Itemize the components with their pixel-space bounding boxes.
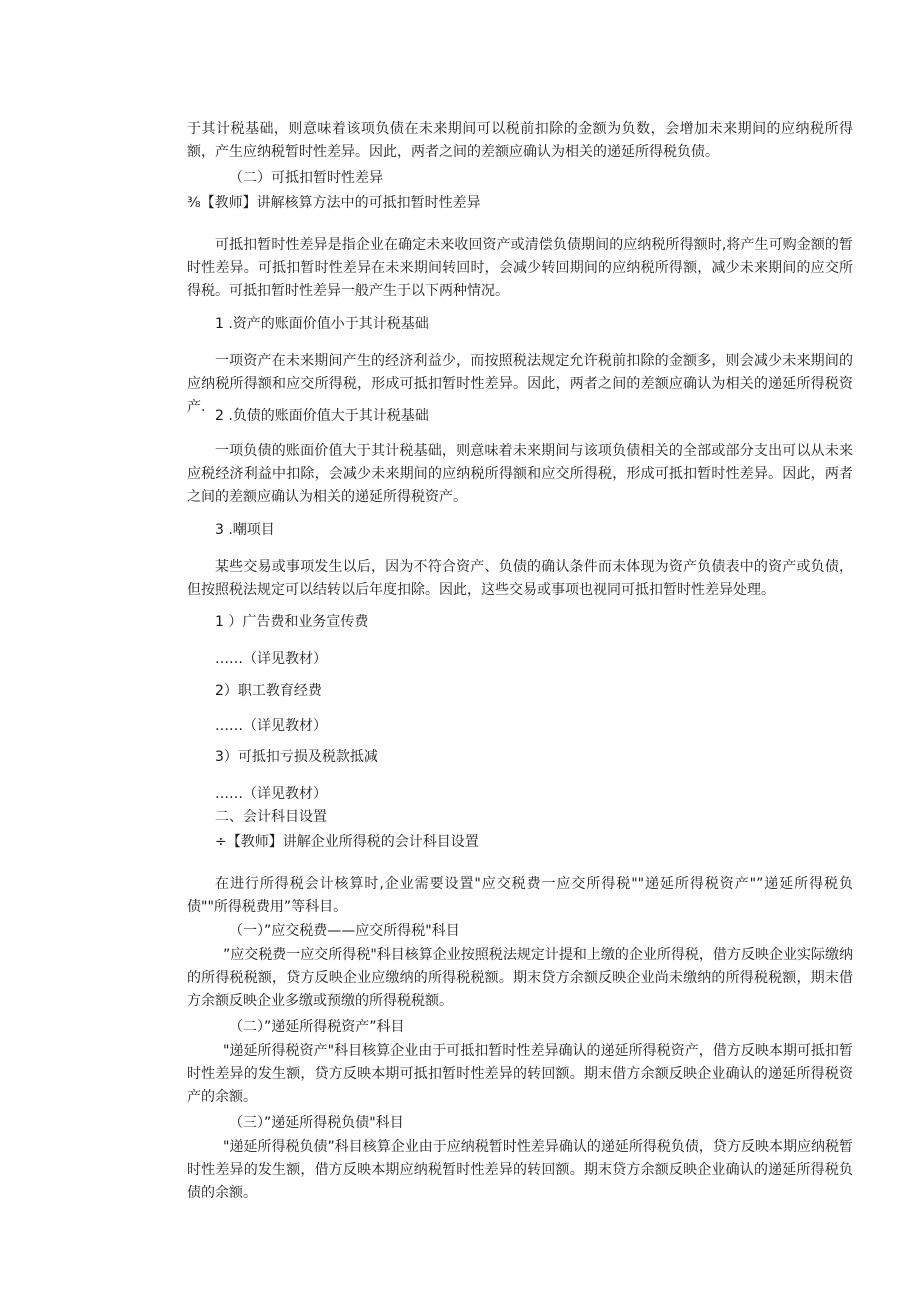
paragraph-deductible-definition: 可抵扣暂时性差异是指企业在确定未来收回资产或清偿负债期间的应纳税所得额时,将产生可购金额的暂时性差异。可抵扣暂时性差异在未来期间转回时，会减少转回期间的应纳税所得额，减少未来期间的应交所得税。可抵扣暂时性差异一般产生于以下两种情况。 — [187, 237, 853, 299]
paragraph-special-items: 某些交易或事项发生以后，因为不符合资产、负债的确认条件而未体现为资产负债表中的资产或负债，但按照税法规定可以结转以后年度扣除。因此，这些交易或事项也视同可抵扣暂时性差异处理。 — [187, 559, 853, 598]
heading-accounting-subjects: 二、会计科目设置 — [215, 809, 327, 825]
heading-deferred-tax-liability-subject: （三）”递延所得税负债"科目 — [229, 1115, 404, 1131]
teacher-note-accounting-subjects: ÷【教师】讲解企业所得税的会计科目设置 — [215, 834, 479, 850]
paragraph-subjects-intro: 在进行所得税会计核算时,企业需要设置"应交税费一应交所得税""递延所得税资产"”递延所得税负债""所得税费用”等科目。 — [187, 876, 853, 915]
subitem-employee-education: 2）职工教育经费 — [215, 683, 322, 699]
paragraph-deferred-tax-asset-subject: "递延所得税资产"科目核算企业由于可抵扣暂时性差异确认的递延所得税资产，借方反映本期可抵扣暂时性差异的发生额，贷方反映本期可抵扣暂时性差异的转回额。期末借方余额反映企业确认的递延所得税资产的余额。 — [187, 1043, 853, 1105]
subitem-deductible-losses: 3）可抵扣亏损及税款抵减 — [215, 749, 378, 765]
heading-tax-payable-subject: （一）”应交税费——应交所得税"科目 — [229, 923, 460, 939]
item-2-liability-carrying-greater: 2 .负债的账面价值大于其计税基础 — [215, 408, 429, 424]
see-textbook-note: ……（详见教材） — [215, 786, 327, 802]
paragraph-deferred-tax-liability-subject: "递延所得税负债”科目核算企业由于应纳税暂时性差异确认的递延所得税负债，贷方反映本期应纳税暂时性差异的发生额，借方反映本期应纳税暂时性差异的转回额。期末贷方余额反映企业确认的递延所得税负债的余额。 — [187, 1139, 853, 1201]
paragraph-asset-case: 一项资产在未来期间产生的经济利益少，而按照税法规定允许税前扣除的金额多，则会减少未来期间的应纳税所得额和应交所得税，形成可抵扣暂时性差异。因此，两者之间的差额应确认为相关的递延所得税资产. — [187, 353, 853, 415]
heading-deferred-tax-asset-subject: （二）”递延所得税资产”科目 — [229, 1019, 405, 1035]
subitem-advertising-expenses: 1 ）广告费和业务宣传费 — [215, 614, 369, 630]
see-textbook-note: ……（详见教材） — [215, 718, 327, 734]
item-1-asset-carrying-less: 1 .资产的账面价值小于其计税基础 — [215, 316, 429, 332]
see-textbook-note: ……（详见教材） — [215, 651, 327, 667]
paragraph-deferred-tax-liability-tail: 于其计税基础，则意味着该项负债在未来期间可以税前扣除的金额为负数，会增加未来期间的应纳税所得额，产生应纳税暂时性差异。因此，两者之间的差额应确认为相关的递延所得税负债。 — [187, 121, 853, 160]
paragraph-tax-payable-subject: ”应交税费一应交所得税"科目核算企业按照税法规定计提和上缴的企业所得税，借方反映企业实际缴纳的所得税税额，贷方反映企业应缴纳的所得税税额。期末贷方余额反映企业尚未缴纳的所得税税额，期末借方余额反映企业多缴或预缴的所得税税额。 — [187, 947, 853, 1009]
teacher-note-deductible-difference: ⅜【教师】讲解核算方法中的可抵扣暂时性差异 — [187, 195, 481, 211]
heading-deductible-temporary-difference: （二）可抵扣暂时性差异 — [229, 170, 383, 186]
paragraph-liability-case: 一项负债的账面价值大于其计税基础，则意味着未来期间与该项负债相关的全部或部分支出可以从未来应税经济利益中扣除，会减少未来期间的应纳税所得额和应交所得税，形成可抵扣暂时性差异。因此，两者之间的差额应确认为相关的递延所得税资产。 — [187, 443, 853, 505]
item-3-special-items: 3 .嘲项目 — [215, 522, 275, 538]
